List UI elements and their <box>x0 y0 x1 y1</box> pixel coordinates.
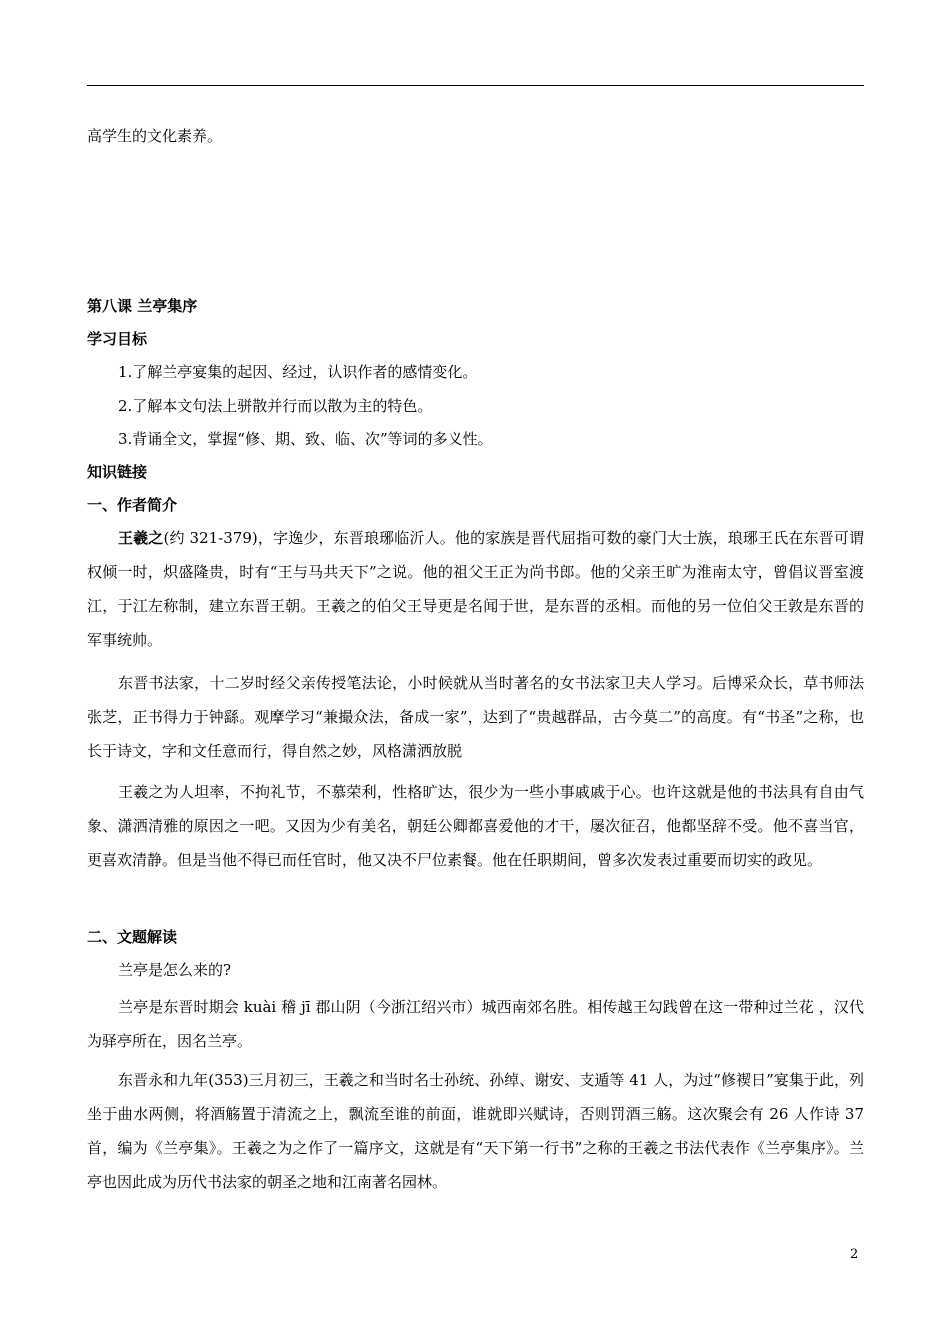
title-reading-paragraph-1: 兰亭是东晋时期会 kuài 稽 jī 郡山阴（今浙江绍兴市）城西南郊名胜。相传越王勾践曾在这一带种过兰花 ，汉代为驿亭所在，因名兰亭。 <box>87 998 864 1050</box>
header-rule <box>87 85 864 86</box>
carryover-text: 高学生的文化素养。 <box>87 127 223 145</box>
author-name: 王羲之 <box>118 529 164 547</box>
title-reading-heading: 二、文题解读 <box>87 928 178 946</box>
author-paragraph-1-text: (约 321-379)，字逸少，东晋琅琊临沂人。他的家族是晋代屈指可数的豪门大士族，琅琊王氏在东晋可谓权倾一时，炽盛隆贵，时有“王与马共天下”之说。他的祖父王正为尚书郎。他的父亲王旷为淮南太守，曾倡议晋室渡江，于江左称制，建立东晋王朝。王羲之的伯父王导更是名闻于世，是东晋的丞相。而他的另一位伯父王敦是东晋的军事统帅。 <box>87 529 864 649</box>
objective-item: 3.背诵全文，掌握“修、期、致、临、次”等词的多义性。 <box>118 430 493 448</box>
author-heading: 一、作者简介 <box>87 496 178 514</box>
objectives-heading: 学习目标 <box>87 330 148 348</box>
page-number: 2 <box>850 1247 859 1262</box>
title-reading-question: 兰亭是怎么来的? <box>118 961 232 979</box>
lesson-title: 第八课 兰亭集序 <box>87 297 198 315</box>
author-paragraph-1 <box>87 521 864 657</box>
author-paragraph-2: 东晋书法家，十二岁时经父亲传授笔法论，小时候就从当时著名的女书法家卫夫人学习。后博采众长，草书师法张芝，正书得力于钟繇。观摩学习“兼撮众法，备成一家”，达到了“贵越群品，古今莫二”的高度。有“书圣”之称，也长于诗文，字和文任意而行，得自然之妙，风格潇洒放脱 <box>87 674 864 760</box>
title-reading-paragraph-2: 东晋永和九年(353)三月初三，王羲之和当时名士孙统、孙绰、谢安、支遁等 41 人，为过“修褉日”宴集于此，列坐于曲水两侧，将酒觞置于清流之上，飘流至谁的前面，谁就即兴赋诗，否则罚酒三觞。这次聚会有 26 人作诗 37 首，编为《兰亭集》。王羲之为之作了一篇序文，这就是有“天下第一行书”之称的王羲之书法代表作《兰亭集序》。兰亭也因此成为历代书法家的朝圣之地和江南著名园林。 <box>87 1071 864 1191</box>
knowledge-heading: 知识链接 <box>87 463 148 481</box>
author-paragraph-3: 王羲之为人坦率，不拘礼节，不慕荣利，性格旷达，很少为一些小事戚戚于心。也许这就是他的书法具有自由气象、潇洒清雅的原因之一吧。又因为少有美名，朝廷公卿都喜爱他的才干，屡次征召，他都坚辞不受。他不喜当官，更喜欢清静。但是当他不得已而任官时，他又决不尸位素餐。他在任职期间，曾多次发表过重要而切实的政见。 <box>87 783 864 869</box>
objective-item: 2.了解本文句法上骈散并行而以散为主的特色。 <box>118 397 433 415</box>
objective-item: 1.了解兰亭宴集的起因、经过，认识作者的感情变化。 <box>118 363 478 381</box>
